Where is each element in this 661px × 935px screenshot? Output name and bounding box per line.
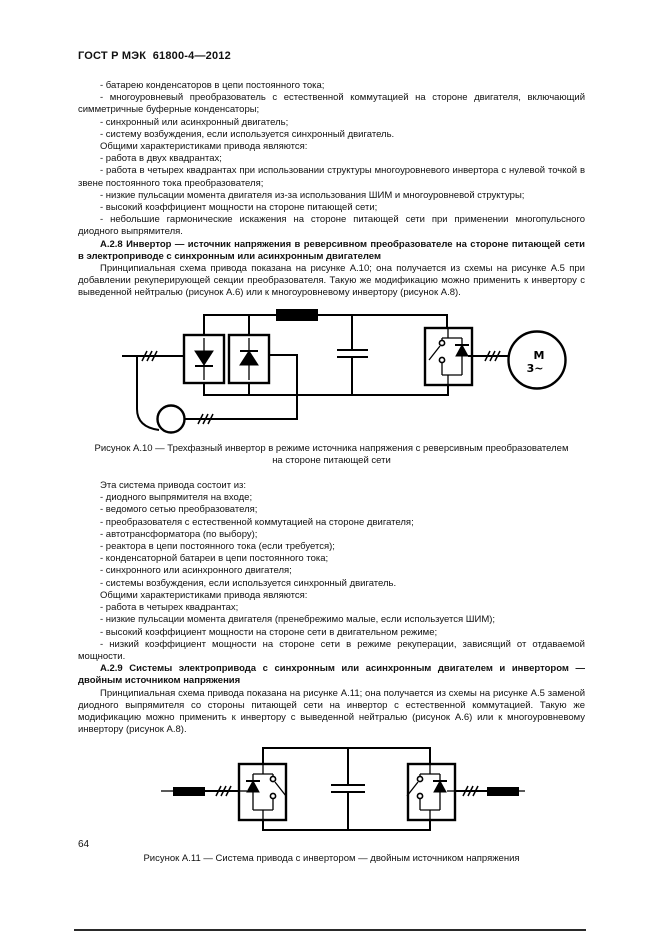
section-a29-heading: А.2.9 Системы электропривода с синхронным или асинхронным двигателем и инвертором — двойным источником напряжения — [78, 663, 585, 687]
line-inverter-switch-symbol — [270, 774, 286, 810]
figure-a10-diagram — [115, 303, 575, 438]
list-intro: Общими характеристиками привода являются: — [100, 141, 308, 153]
figure-a10 — [115, 303, 575, 438]
page-bottom-edge — [74, 929, 586, 931]
inverter-diode-symbol — [455, 338, 469, 375]
list-item: - низкие пульсации момента двигателя из-за использования ШИМ и многоуровневой структуры; — [100, 189, 525, 201]
section-a28-paragraph: Принципиальная схема привода показана на рисунке А.10; она получается из схемы на рисунке А.5 при добавлении рекуперирующей секции преобразователя. Такую же модификацию можно применить к инвертору с выведенной нейтралью (рисунок А.6) или к многоуровневому инвертору (рисунок А.8). — [78, 263, 585, 299]
dc-top-rail — [204, 315, 447, 335]
list-item: - работа в двух квадрантах; — [100, 153, 222, 165]
diode-symbol — [240, 338, 258, 380]
list-item: - систему возбуждения, если используется синхронный двигатель. — [100, 128, 395, 140]
list-item: - системы возбуждения, если используется синхронный двигатель. — [100, 577, 397, 589]
list-item: - ведомого сетью преобразователя; — [100, 504, 258, 516]
list-item: - низкий коэффициент мощности на стороне сети в режиме рекуперации, зависящий от отдаваемой мощности. — [78, 638, 585, 662]
figure-a11 — [157, 740, 527, 840]
motor-inverter-diode-symbol — [433, 774, 455, 810]
list-item: - синхронного или асинхронного двигателя; — [100, 565, 292, 577]
output-terminal-symbol — [487, 787, 519, 796]
page-number: 64 — [78, 839, 90, 850]
autotransformer-feed-wire — [137, 356, 159, 430]
figure-a11-diagram — [157, 740, 527, 840]
capacitor-symbol — [331, 748, 365, 830]
list-item: - автотрансформатора (по выбору); — [100, 528, 258, 540]
list-item: - батарею конденсаторов в цепи постоянного тока; — [100, 80, 325, 91]
three-phase-mark-icon — [216, 786, 231, 796]
svg-text:М: М — [533, 348, 545, 362]
list-item: - синхронный или асинхронный двигатель; — [100, 116, 289, 128]
document-header: ГОСТ Р МЭК 61800-4—2012 — [78, 50, 231, 62]
thyristor-symbol — [195, 338, 213, 380]
three-phase-mark-icon — [198, 414, 213, 424]
list-intro: Общими характеристиками привода являются: — [100, 589, 308, 601]
dc-reactor-symbol — [276, 309, 318, 321]
three-phase-mark-icon — [485, 351, 500, 361]
list-item: - высокий коэффициент мощности на стороне сети в двигательном режиме; — [100, 626, 438, 638]
figure-a11-caption: Рисунок А.11 — Система привода с инвертором — двойным источником напряжения — [143, 853, 520, 865]
list-item: - высокий коэффициент мощности на стороне питающей сети; — [100, 202, 378, 214]
list-intro: Эта система привода состоит из: — [100, 480, 247, 492]
three-phase-mark-icon — [142, 351, 157, 361]
list-item: - диодного выпрямителя на входе; — [100, 492, 253, 504]
section-a29-paragraph: Принципиальная схема привода показана на рисунке А.11; она получается из схемы на рисунке А.5 заменой диодного выпрямителя со стороны питающей сети на инвертор с естественной коммутацией. Такую же модификацию можно применить к инвертору с выведенной нейтралью (рисунок А.6) или к многоуровневому инвертору (рисунок А.8). — [78, 687, 585, 736]
list-item: - многоуровневый преобразователь с естественной коммутацией на стороне двигателя, включающий симметричные буферные конденсаторы; — [78, 92, 585, 116]
supply-terminal-symbol — [173, 787, 205, 796]
motor-inverter-switch-symbol — [407, 748, 440, 830]
motor-symbol — [509, 331, 566, 388]
svg-text:3~: 3~ — [526, 361, 544, 375]
section-a28-heading: А.2.8 Инвертор — источник напряжения в реверсивном преобразователе на стороне питающей сети в электроприводе с синхронным или асинхронным двигателем — [78, 238, 585, 262]
document-body — [78, 80, 585, 866]
motor-inverter-box — [408, 764, 455, 820]
autotransformer-symbol — [158, 405, 185, 432]
list-item: - небольшие гармонические искажения на стороне питающей сети при применении многопульсного диодного выпрямителя. — [78, 214, 585, 238]
list-item: - работа в четырех квадрантах при использовании структуры многоуровневого инвертора с нулевой точкой в звене постоянного тока преобразователя; — [78, 165, 585, 189]
list-item: - преобразователя с естественной коммутацией на стороне двигателя; — [100, 516, 414, 528]
list-item: - низкие пульсации момента двигателя (пренебрежимо малые, если используется ШИМ); — [100, 614, 496, 626]
line-inverter-diode-symbol — [239, 748, 273, 830]
three-phase-mark-icon — [463, 786, 478, 796]
list-item: - реактора в цепи постоянного тока (если требуется); — [100, 541, 335, 553]
figure-a10-caption: Рисунок А.10 — Трехфазный инвертор в режиме источника напряжения с реверсивным преобразователем на стороне питающей сети — [94, 442, 569, 466]
dc-bottom-rail — [263, 820, 430, 830]
dc-bottom-rail — [204, 383, 448, 395]
dc-top-rail — [263, 748, 430, 764]
list-item: - конденсаторной батареи в цепи постоянного тока; — [100, 553, 329, 565]
capacitor-symbol — [337, 315, 368, 395]
list-item: - работа в четырех квадрантах; — [100, 602, 239, 614]
